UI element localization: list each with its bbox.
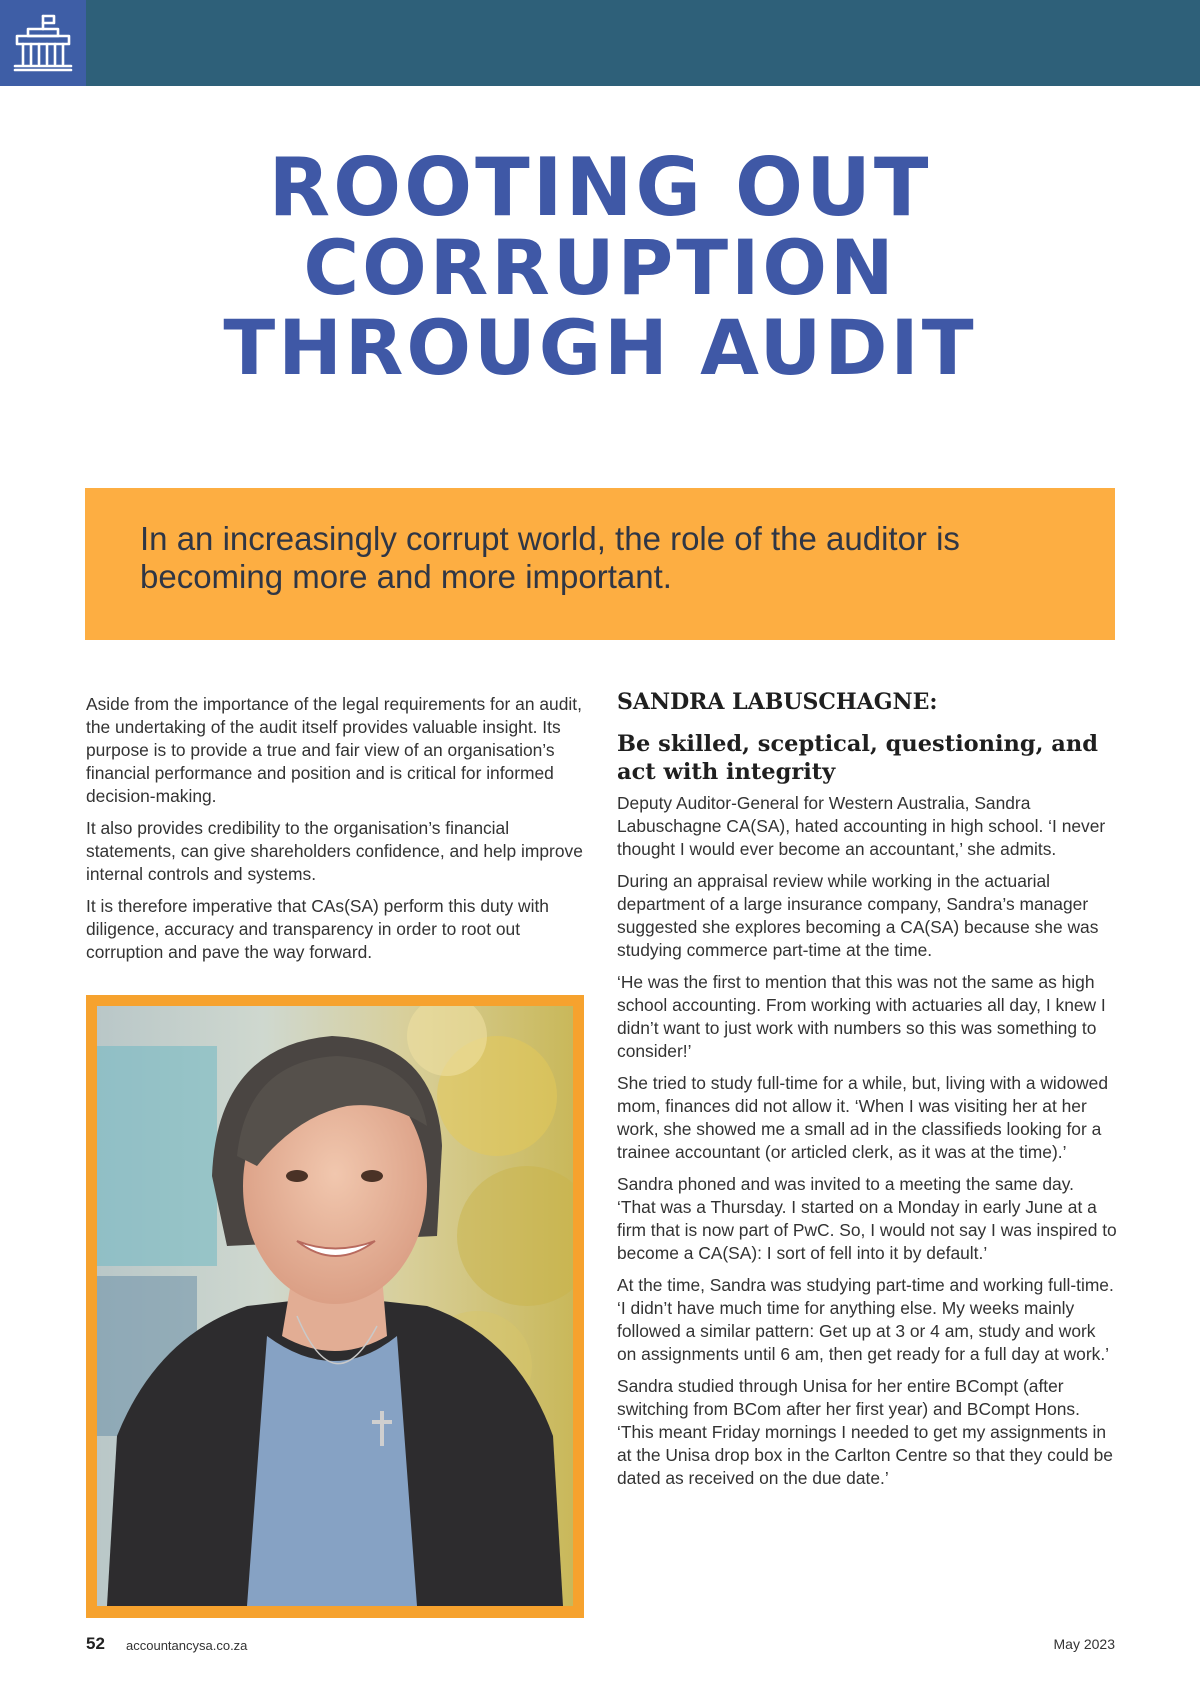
right-paragraph-7: Sandra studied through Unisa for her entire BCompt (after switching from BCom after her first year) and BCompt Hons. ‘This meant Friday mornings I needed to get my assignments in at the Unisa drop box in the Carlton Centre so that they could be dated as received on the due date.’ — [617, 1376, 1113, 1488]
page-number: 52 — [86, 1634, 105, 1653]
title-line-2: CORRUPTION — [303, 223, 897, 312]
left-column — [86, 693, 586, 973]
building-with-flag-icon — [12, 12, 74, 74]
right-paragraph-6: At the time, Sandra was studying part-time and working full-time. ‘I didn’t have much time for anything else. My weeks mainly followed a similar pattern: Get up at 3 or 4 am, study and work on assignments until 6 am, then get ready for a full day at work.’ — [617, 1275, 1114, 1364]
profile-name-heading: SANDRA LABUSCHAGNE: — [617, 689, 938, 715]
standfirst-text: In an increasingly corrupt world, the role of the auditor is becoming more and more important. — [140, 520, 960, 595]
standfirst-callout — [85, 488, 1115, 640]
left-paragraph-2: It also provides credibility to the organisation’s financial statements, can give shareholders confidence, and help improve internal controls and systems. — [86, 818, 583, 884]
right-paragraph-1: Deputy Auditor-General for Western Australia, Sandra Labuschagne CA(SA), hated accounting in high school. ‘I never thought I would ever become an accountant,’ she admits. — [617, 793, 1106, 859]
portrait-photo — [97, 1006, 573, 1606]
right-paragraph-5: Sandra phoned and was invited to a meeting the same day. ‘That was a Thursday. I started on a Monday in early June at a firm that is now part of PwC. So, I would not say I was inspired to become a CA(SA): I sort of fell into it by default.’ — [617, 1174, 1117, 1263]
left-paragraph-1: Aside from the importance of the legal requirements for an audit, the undertaking of the audit itself provides valuable insight. Its purpose is to provide a true and fair view of an organisation’s financial performance and position and is critical for informed decision-making. — [86, 694, 582, 806]
portrait-frame — [86, 995, 584, 1618]
right-paragraph-3: ‘He was the first to mention that this was not the same as high school accounting. From working with actuaries all day, I knew I didn’t want to just work with numbers so this was something to consider!’ — [617, 972, 1106, 1061]
left-paragraph-3: It is therefore imperative that CAs(SA) perform this duty with diligence, accuracy and transparency in order to root out corruption and pave the way forward. — [86, 896, 549, 962]
right-paragraph-2: During an appraisal review while working in the actuarial department of a large insurance company, Sandra’s manager suggested she explores becoming a CA(SA) because she was studying commerce part-time at the time. — [617, 871, 1099, 960]
right-column — [617, 688, 1117, 1499]
footer-issue-date: May 2023 — [1053, 1636, 1115, 1652]
section-logo — [0, 0, 86, 86]
profile-subheading: Be skilled, sceptical, questioning, and act with integrity — [617, 731, 1098, 785]
title-line-1: ROOTING OUT — [268, 141, 932, 234]
top-header-bar — [0, 0, 1200, 86]
title-line-3: THROUGH AUDIT — [223, 303, 977, 392]
right-paragraph-4: She tried to study full-time for a while, but, living with a widowed mom, finances did not allow it. ‘When I was visiting her at her work, she showed me a small ad in the classifieds looking for a trainee accountant (or articled clerk, as it was at the time).’ — [617, 1073, 1109, 1162]
footer-website: accountancysa.co.za — [126, 1638, 248, 1653]
article-title — [0, 141, 1200, 392]
